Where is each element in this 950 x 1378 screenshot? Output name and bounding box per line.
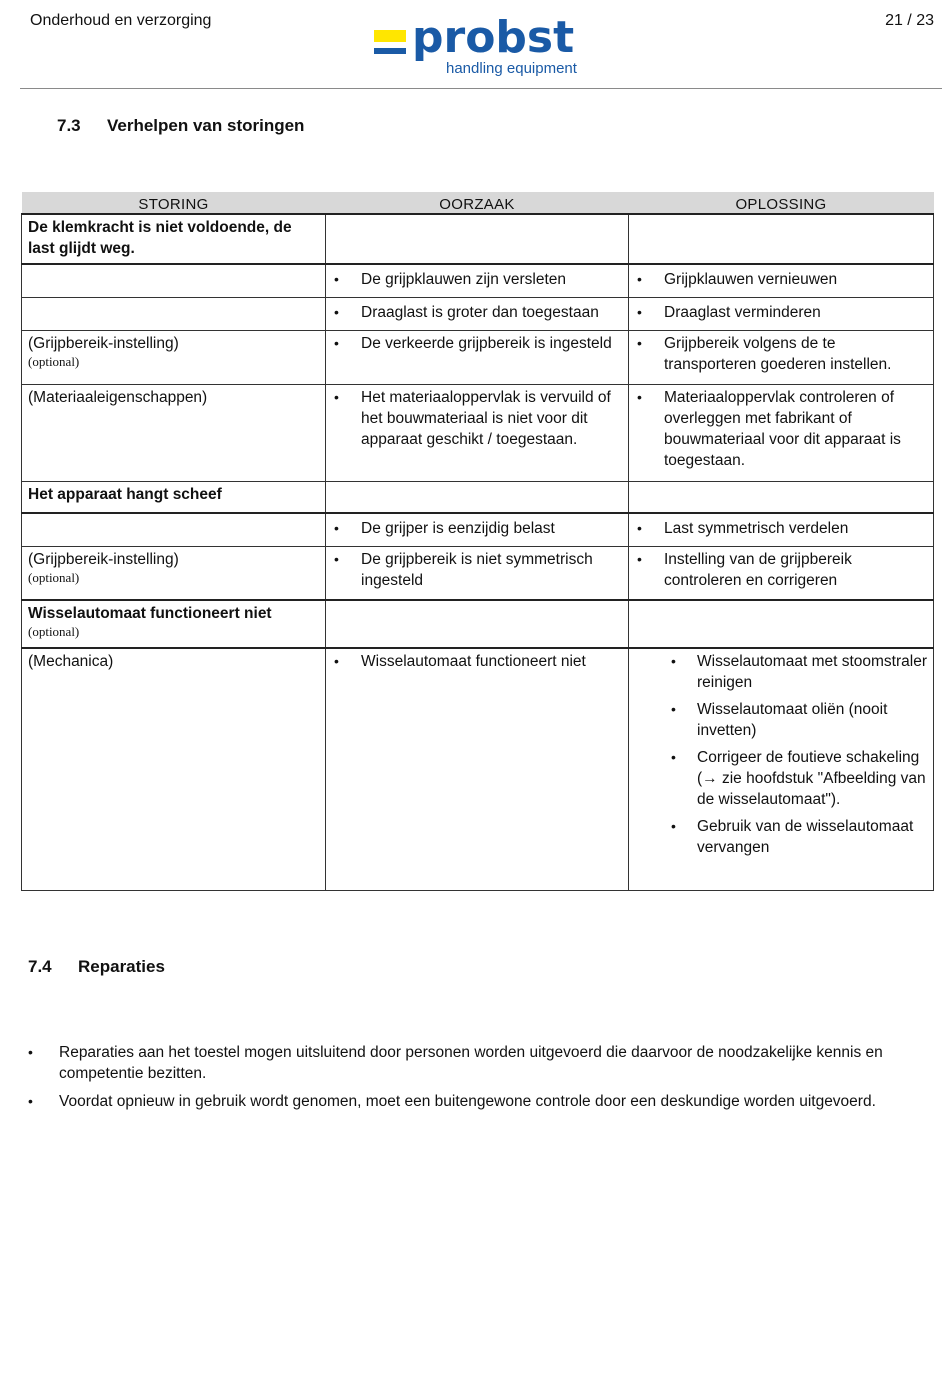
- optional-note: (optional): [28, 624, 80, 639]
- oplossing-cell: [629, 648, 934, 890]
- table-row: [22, 297, 934, 330]
- oorzaak-cell: [326, 513, 629, 546]
- oplossing-cell: [629, 264, 934, 297]
- oorzaak-cell: [326, 384, 629, 481]
- storing-cell: [22, 330, 326, 384]
- solution-list: [635, 651, 927, 858]
- storing-cell: [22, 513, 326, 546]
- oorzaak-cell: [326, 264, 629, 297]
- section-number: 7.4: [28, 957, 52, 976]
- list-item: • Voordat opnieuw in gebruik wordt genomen, moet een buitengewone controle door een deskundige worden uitgevoerd.: [28, 1091, 928, 1112]
- list-item: • Corrigeer de foutieve schakeling (→ zie hoofdstuk "Afbeelding van de wisselautomaat").: [635, 747, 927, 810]
- bullet-item: • De grijper is eenzijdig belast: [332, 518, 622, 539]
- table-row: [22, 513, 934, 546]
- table-row: [22, 600, 934, 648]
- oorzaak-cell: [326, 214, 629, 264]
- table-row: [22, 481, 934, 513]
- list-item: • Gebruik van de wisselautomaat vervangen: [635, 816, 927, 858]
- section-heading-7-3: [57, 116, 304, 136]
- oorzaak-cell: [326, 330, 629, 384]
- oplossing-cell: [629, 214, 934, 264]
- bullet-item: • Het materiaaloppervlak is vervuild of het bouwmateriaal is niet voor dit apparaat geschikt / toegestaan.: [332, 387, 622, 450]
- bullet-item: • Wisselautomaat functioneert niet: [332, 651, 622, 672]
- oplossing-cell: [629, 600, 934, 648]
- oplossing-cell: [629, 330, 934, 384]
- storing-cell: Het apparaat hangt scheef: [22, 481, 326, 513]
- oplossing-cell: [629, 513, 934, 546]
- storing-label: (Grijpbereik-instelling): [28, 334, 179, 352]
- storing-cell: [22, 600, 326, 648]
- oplossing-cell: [629, 384, 934, 481]
- table-row: [22, 330, 934, 384]
- bullet-item: • Draaglast verminderen: [635, 302, 927, 323]
- optional-note: (optional): [28, 569, 80, 585]
- bullet-item: • Materiaaloppervlak controleren of overleggen met fabrikant of bouwmateriaal voor dit apparaat is toegestaan.: [635, 387, 927, 471]
- repairs-list: [28, 1042, 928, 1119]
- header-section-title: Onderhoud en verzorging: [30, 12, 212, 29]
- header-divider: [20, 88, 942, 89]
- bullet-item: • De grijpklauwen zijn versleten: [332, 269, 622, 290]
- logo-blue-bar: [374, 48, 406, 54]
- oorzaak-cell: [326, 648, 629, 890]
- header-storing: STORING: [22, 192, 326, 214]
- page-number: 21 / 23: [885, 12, 934, 29]
- bullet-item: • De verkeerde grijpbereik is ingesteld: [332, 333, 622, 354]
- header-oplossing: OPLOSSING: [629, 192, 934, 214]
- table-row: [22, 384, 934, 481]
- list-item: • Wisselautomaat oliën (nooit invetten): [635, 699, 927, 741]
- oplossing-cell: [629, 297, 934, 330]
- logo-yellow-bar: [374, 30, 406, 42]
- logo-wordmark: probst: [412, 12, 575, 63]
- bullet-item: • Last symmetrisch verdelen: [635, 518, 927, 539]
- table-header-row: [22, 192, 934, 214]
- storing-label: (Grijpbereik-instelling): [28, 550, 179, 568]
- list-item: • Wisselautomaat met stoomstraler reinigen: [635, 651, 927, 693]
- storing-label: Wisselautomaat functioneert niet: [28, 605, 272, 622]
- oorzaak-cell: [326, 600, 629, 648]
- oorzaak-cell: [326, 546, 629, 600]
- section-title: Verhelpen van storingen: [107, 116, 305, 135]
- table-row: [22, 546, 934, 600]
- oorzaak-cell: [326, 481, 629, 513]
- section-title: Reparaties: [78, 957, 165, 976]
- storing-cell: (Mechanica): [22, 648, 326, 890]
- optional-note: (optional): [28, 353, 80, 369]
- storing-cell: (Materiaaleigenschappen): [22, 384, 326, 481]
- oorzaak-cell: [326, 297, 629, 330]
- storing-cell: [22, 546, 326, 600]
- list-item: • Reparaties aan het toestel mogen uitsluitend door personen worden uitgevoerd die daarvoor de noodzakelijke kennis en competentie bezitten.: [28, 1042, 928, 1084]
- troubleshooting-table: [21, 192, 934, 891]
- table-row: [22, 264, 934, 297]
- header-oorzaak: OORZAAK: [326, 192, 629, 214]
- oplossing-cell: [629, 546, 934, 600]
- section-heading-7-4: [28, 957, 165, 977]
- bullet-item: • De grijpbereik is niet symmetrisch ingesteld: [332, 549, 622, 591]
- bullet-item: • Grijpbereik volgens de te transporteren goederen instellen.: [635, 333, 927, 375]
- storing-cell: De klemkracht is niet voldoende, de last glijdt weg.: [22, 214, 326, 264]
- bullet-item: • Draaglast is groter dan toegestaan: [332, 302, 622, 323]
- probst-logo: [372, 12, 602, 82]
- bullet-item: • Instelling van de grijpbereik controleren en corrigeren: [635, 549, 927, 591]
- storing-cell: [22, 264, 326, 297]
- table-row: [22, 214, 934, 264]
- oplossing-cell: [629, 481, 934, 513]
- logo-tagline: handling equipment: [446, 60, 577, 77]
- storing-cell: [22, 297, 326, 330]
- table-row: [22, 648, 934, 890]
- bullet-item: • Grijpklauwen vernieuwen: [635, 269, 927, 290]
- section-number: 7.3: [57, 116, 81, 135]
